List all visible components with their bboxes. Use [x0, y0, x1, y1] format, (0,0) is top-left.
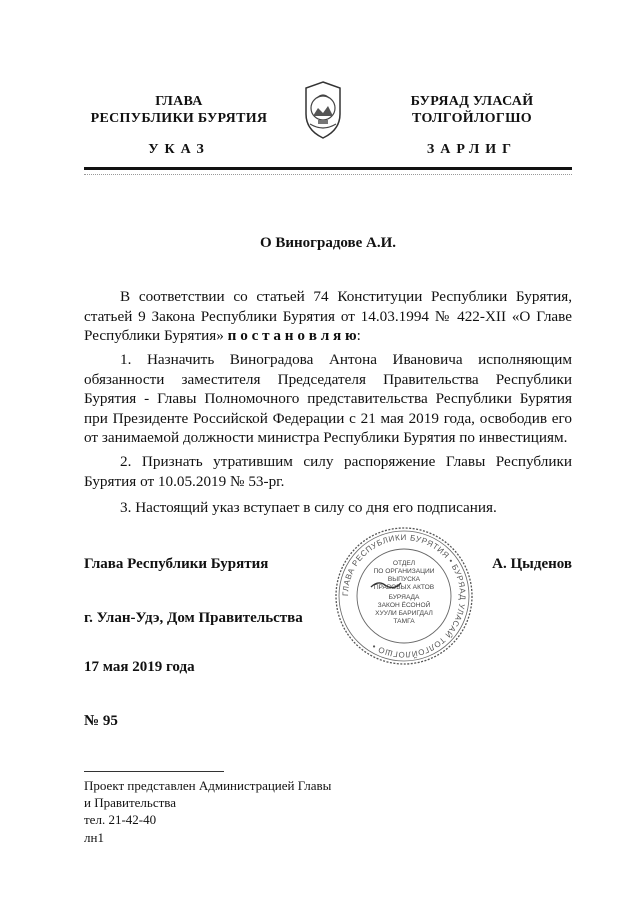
signatory-position: Глава Республики Бурятия [84, 556, 269, 572]
item-2-text: 2. Признать утратившим силу распоряжение Главы Республики Бурятия от 10.05.2019 № 53-рг. [84, 453, 572, 490]
header-left-line2: РЕСПУБЛИКИ БУРЯТИЯ [90, 111, 268, 126]
item-3-text: 3. Настоящий указ вступает в силу со дня его подписания. [120, 499, 497, 516]
stamp-line4: ПРАВОВЫХ АКТОВ [373, 584, 435, 591]
signing-place: г. Улан-Удэ, Дом Правительства [84, 610, 303, 626]
header-rule-thick [84, 167, 572, 170]
stamp-line7: ХУУЛИ БАРИГДАЛ [375, 610, 433, 617]
footer-rule [84, 771, 224, 772]
decree-colon: : [356, 327, 361, 344]
official-stamp [333, 525, 475, 667]
header-right [372, 93, 572, 127]
paragraph-item-3 [84, 498, 572, 518]
stamp-line8: ТАМГА [393, 618, 415, 625]
stamp-ring-text: ГЛАВА РЕСПУБЛИКИ БУРЯТИЯ • БУРЯАД УЛАСАЙ ТОЛГОЙЛОГШО • [340, 532, 468, 660]
header-rule-dotted [84, 174, 572, 175]
footer-line1: Проект представлен Администрацией Главы [84, 778, 332, 793]
footer-line2: и Правительства [84, 795, 177, 810]
stamp-line1: ОТДЕЛ [392, 560, 416, 567]
decree-number: № 95 [84, 713, 118, 729]
document-title: О Виноградове А.И. [259, 235, 397, 251]
paragraph-item-1 [84, 350, 572, 448]
footer-note [84, 777, 331, 828]
coat-of-arms-icon [300, 80, 346, 142]
stamp-line6: ЗАКОН ЁСОНОЙ [377, 602, 431, 609]
stamp-line2: ПО ОРГАНИЗАЦИИ [373, 568, 435, 575]
preamble-text: В соответствии со статьей 74 Конституции Республики Бурятия, статьей 9 Закона Республики Бурятия от 14.03.1994 № 422-XII «О Главе Республики Бурятия» [84, 288, 572, 344]
header-right-line2: ТОЛГОЙЛОГШО [412, 111, 532, 126]
doc-type-right: ЗАРЛИГ [426, 142, 518, 157]
header-right-line1: БУРЯАД УЛАСАЙ [410, 94, 534, 109]
item-1-text: 1. Назначить Виноградова Антона Ивановича исполняющим обязанности заместителя Председателя Правительства Республики Бурятия - Главы Полномочного представительства Республики Бурятия при Президенте Российской Федерации с 21 мая 2019 года, освободив его от занимаемой должности министра Республики Бурятия по инвестициям. [84, 351, 572, 446]
footer-code: лн1 [84, 830, 104, 845]
header-left [84, 93, 274, 127]
stamp-line3: ВЫПУСКА [387, 576, 421, 583]
paragraph-preamble [84, 287, 572, 346]
footer-line3: тел. 21-42-40 [84, 812, 157, 827]
signatory-name: А. Цыденов [492, 556, 572, 572]
decree-word: п о с т а н о в л я ю [227, 327, 357, 344]
stamp-line5: БУРЯАДА [388, 594, 420, 601]
paragraph-item-2 [84, 452, 572, 491]
signing-date: 17 мая 2019 года [84, 659, 195, 675]
doc-type-left: УКАЗ [148, 142, 210, 157]
header-left-line1: ГЛАВА [155, 94, 203, 109]
